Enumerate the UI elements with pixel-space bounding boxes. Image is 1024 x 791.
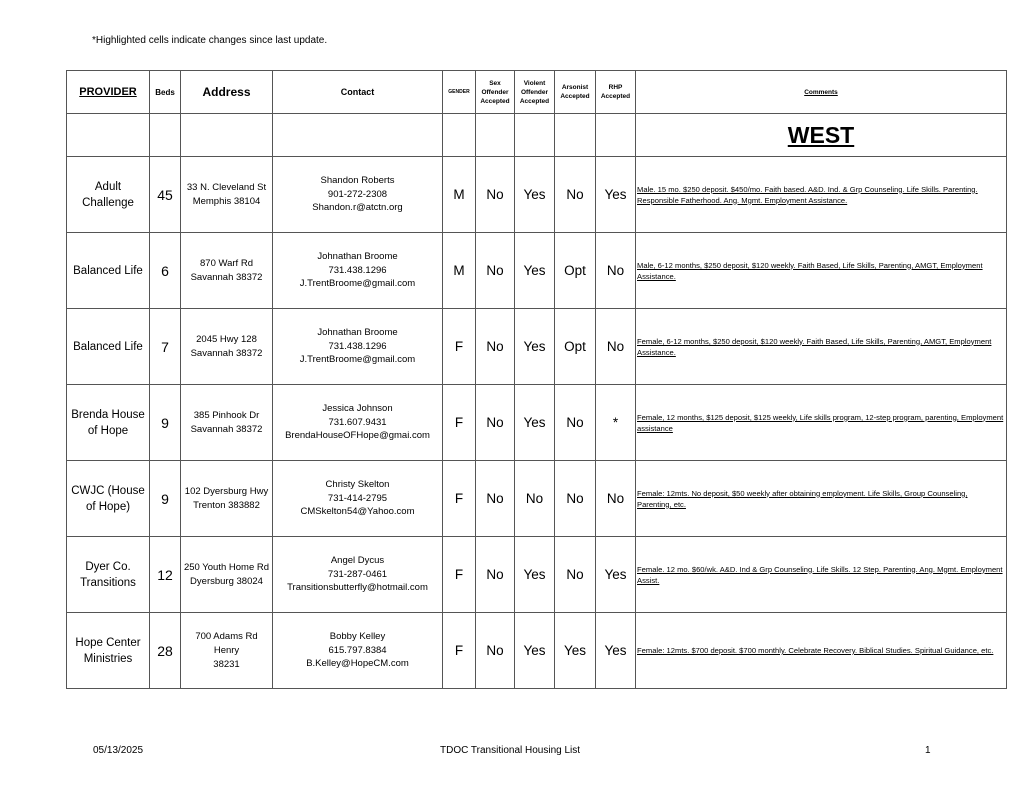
address-line: 700 Adams Rd Henry [195, 630, 258, 656]
contact-line: 731-414-2795 [327, 492, 388, 504]
contact [273, 537, 443, 613]
provider-name: Hope Center Ministries [67, 613, 150, 689]
table-row [67, 537, 1007, 613]
sex-offender-cell: No [476, 309, 515, 385]
contact-line: Bobby Kelley [329, 631, 386, 643]
contact-line: Transitionsbutterfly@hotmail.com [287, 582, 428, 594]
contact-line: Johnathan Broome [317, 251, 398, 263]
region-label: WEST [636, 114, 1007, 157]
sex-offender-cell: No [476, 461, 515, 537]
sex-offender-cell: No [476, 233, 515, 309]
header-rhp: RHP Accepted [596, 71, 636, 114]
header-violent-offender: Violent Offender Accepted [515, 71, 555, 114]
footer-title: TDOC Transitional Housing List [440, 745, 581, 756]
comments-cell: Female, 12 months, $125 deposit, $125 weekly, Life skills program, 12-step program, parenting, Employment assistance [636, 385, 1007, 461]
arsonist-cell: No [555, 461, 596, 537]
sex-offender-cell: No [476, 537, 515, 613]
address-line: Savannah 38372 [190, 423, 263, 435]
arsonist-cell: Yes [555, 613, 596, 689]
contact [273, 309, 443, 385]
address [181, 613, 273, 689]
contact-line: 731.438.1296 [328, 340, 387, 352]
address-line: Memphis 38104 [192, 195, 261, 207]
address [181, 157, 273, 233]
provider-name: Dyer Co. Transitions [67, 537, 150, 613]
contact [273, 613, 443, 689]
violent-offender-cell: Yes [515, 613, 555, 689]
arsonist-cell: Opt [555, 233, 596, 309]
comments-cell: Female. 12 mo. $60/wk. A&D. Ind & Grp Counseling. Life Skills. 12 Step. Parenting. Ang. Mgmt. Employment Assist. [636, 537, 1007, 613]
rhp-cell: Yes [596, 537, 636, 613]
housing-table [66, 70, 1007, 689]
contact-line: Angel Dycus [330, 555, 385, 567]
address-line: Savannah 38372 [190, 347, 263, 359]
provider-name: Adult Challenge [67, 157, 150, 233]
beds-count: 9 [150, 385, 181, 461]
contact-line: Johnathan Broome [317, 327, 398, 339]
region-row [67, 114, 1007, 157]
contact [273, 157, 443, 233]
address-line: Savannah 38372 [190, 271, 263, 283]
violent-offender-cell: Yes [515, 385, 555, 461]
rhp-cell: Yes [596, 613, 636, 689]
rhp-cell: Yes [596, 157, 636, 233]
header-provider: PROVIDER [67, 71, 150, 114]
comments-cell: Female: 12mts. $700 deposit. $700 monthly. Celebrate Recovery. Biblical Studies. Spiritual Guidance, etc. [636, 613, 1007, 689]
violent-offender-cell: Yes [515, 309, 555, 385]
comments-cell: Female, 6-12 months, $250 deposit, $120 weekly. Faith Based, Life Skills, Parenting, AMGT, Employment Assistance. [636, 309, 1007, 385]
header-sex-offender: Sex Offender Accepted [476, 71, 515, 114]
contact-line: 615.797.8384 [328, 644, 387, 656]
address [181, 233, 273, 309]
contact-line: J.TrentBroome@gmail.com [299, 354, 416, 366]
comments-cell: Male. 15 mo. $250 deposit. $450/mo. Faith based. A&D. Ind. & Grp Counseling. Life Skills. Parenting. Responsible Fatherhood. Ang. Mgmt. Employment Assistance. [636, 157, 1007, 233]
sex-offender-cell: No [476, 613, 515, 689]
gender-cell: M [443, 233, 476, 309]
table-row [67, 233, 1007, 309]
table-row [67, 157, 1007, 233]
address-line: 250 Youth Home Rd [183, 561, 270, 573]
header-beds: Beds [150, 71, 181, 114]
contact-line: J.TrentBroome@gmail.com [299, 278, 416, 290]
provider-name: CWJC (House of Hope) [67, 461, 150, 537]
address [181, 385, 273, 461]
beds-count: 28 [150, 613, 181, 689]
address-line: 870 Warf Rd [200, 257, 253, 269]
contact-line: Christy Skelton [325, 479, 390, 491]
provider-name: Balanced Life [67, 309, 150, 385]
contact-line: 731.607.9431 [328, 416, 387, 428]
violent-offender-cell: Yes [515, 157, 555, 233]
beds-count: 6 [150, 233, 181, 309]
address [181, 537, 273, 613]
contact [273, 233, 443, 309]
contact-line: Shandon Roberts [320, 175, 395, 187]
contact-line: B.Kelley@HopeCM.com [306, 658, 409, 670]
rhp-cell: * [596, 385, 636, 461]
address-line: 102 Dyersburg Hwy [184, 485, 269, 497]
contact [273, 461, 443, 537]
address-line: Trenton 383882 [193, 499, 260, 511]
address-line: 33 N. Cleveland St [186, 181, 267, 193]
address [181, 461, 273, 537]
address-line: 385 Pinhook Dr [193, 409, 260, 421]
violent-offender-cell: Yes [515, 233, 555, 309]
provider-name: Balanced Life [67, 233, 150, 309]
arsonist-cell: No [555, 385, 596, 461]
beds-count: 9 [150, 461, 181, 537]
contact-line: 731-287-0461 [327, 568, 388, 580]
header-contact: Contact [273, 71, 443, 114]
contact-line: BrendaHouseOFHope@gmai.com [285, 430, 430, 442]
address-line: 2045 Hwy 128 [196, 333, 257, 345]
arsonist-cell: No [555, 537, 596, 613]
page-number: 1 [925, 745, 931, 756]
address [181, 309, 273, 385]
table-row [67, 385, 1007, 461]
highlight-note: *Highlighted cells indicate changes since last update. [92, 35, 328, 46]
sex-offender-cell: No [476, 157, 515, 233]
rhp-cell: No [596, 233, 636, 309]
address-line: 38231 [213, 658, 240, 670]
contact [273, 385, 443, 461]
header-comments: Comments [636, 71, 1007, 114]
table-row [67, 461, 1007, 537]
gender-cell: F [443, 309, 476, 385]
header-row [67, 71, 1007, 114]
arsonist-cell: Opt [555, 309, 596, 385]
sex-offender-cell: No [476, 385, 515, 461]
address-line: Dyersburg 38024 [190, 575, 263, 587]
violent-offender-cell: Yes [515, 537, 555, 613]
table-row [67, 309, 1007, 385]
contact-line: 901-272-2308 [327, 188, 388, 200]
beds-count: 45 [150, 157, 181, 233]
rhp-cell: No [596, 461, 636, 537]
header-address: Address [181, 71, 273, 114]
comments-cell: Male, 6-12 months, $250 deposit, $120 weekly. Faith Based, Life Skills, Parenting, AMGT, Employment Assistance. [636, 233, 1007, 309]
gender-cell: F [443, 613, 476, 689]
contact-line: Jessica Johnson [322, 403, 393, 415]
beds-count: 12 [150, 537, 181, 613]
comments-cell: Female: 12mts. No deposit, $50 weekly after obtaining employment. Life Skills, Group Counseling, Parenting, etc. [636, 461, 1007, 537]
gender-cell: F [443, 537, 476, 613]
header-gender: GENDER [443, 71, 476, 114]
gender-cell: F [443, 461, 476, 537]
gender-cell: F [443, 385, 476, 461]
contact-line: Shandon.r@atctn.org [312, 202, 403, 214]
footer-date: 05/13/2025 [93, 745, 144, 756]
header-arsonist: Arsonist Accepted [555, 71, 596, 114]
rhp-cell: No [596, 309, 636, 385]
beds-count: 7 [150, 309, 181, 385]
violent-offender-cell: No [515, 461, 555, 537]
gender-cell: M [443, 157, 476, 233]
table-row [67, 613, 1007, 689]
contact-line: CMSkelton54@Yahoo.com [300, 506, 415, 518]
provider-name: Brenda House of Hope [67, 385, 150, 461]
arsonist-cell: No [555, 157, 596, 233]
contact-line: 731.438.1296 [328, 264, 387, 276]
